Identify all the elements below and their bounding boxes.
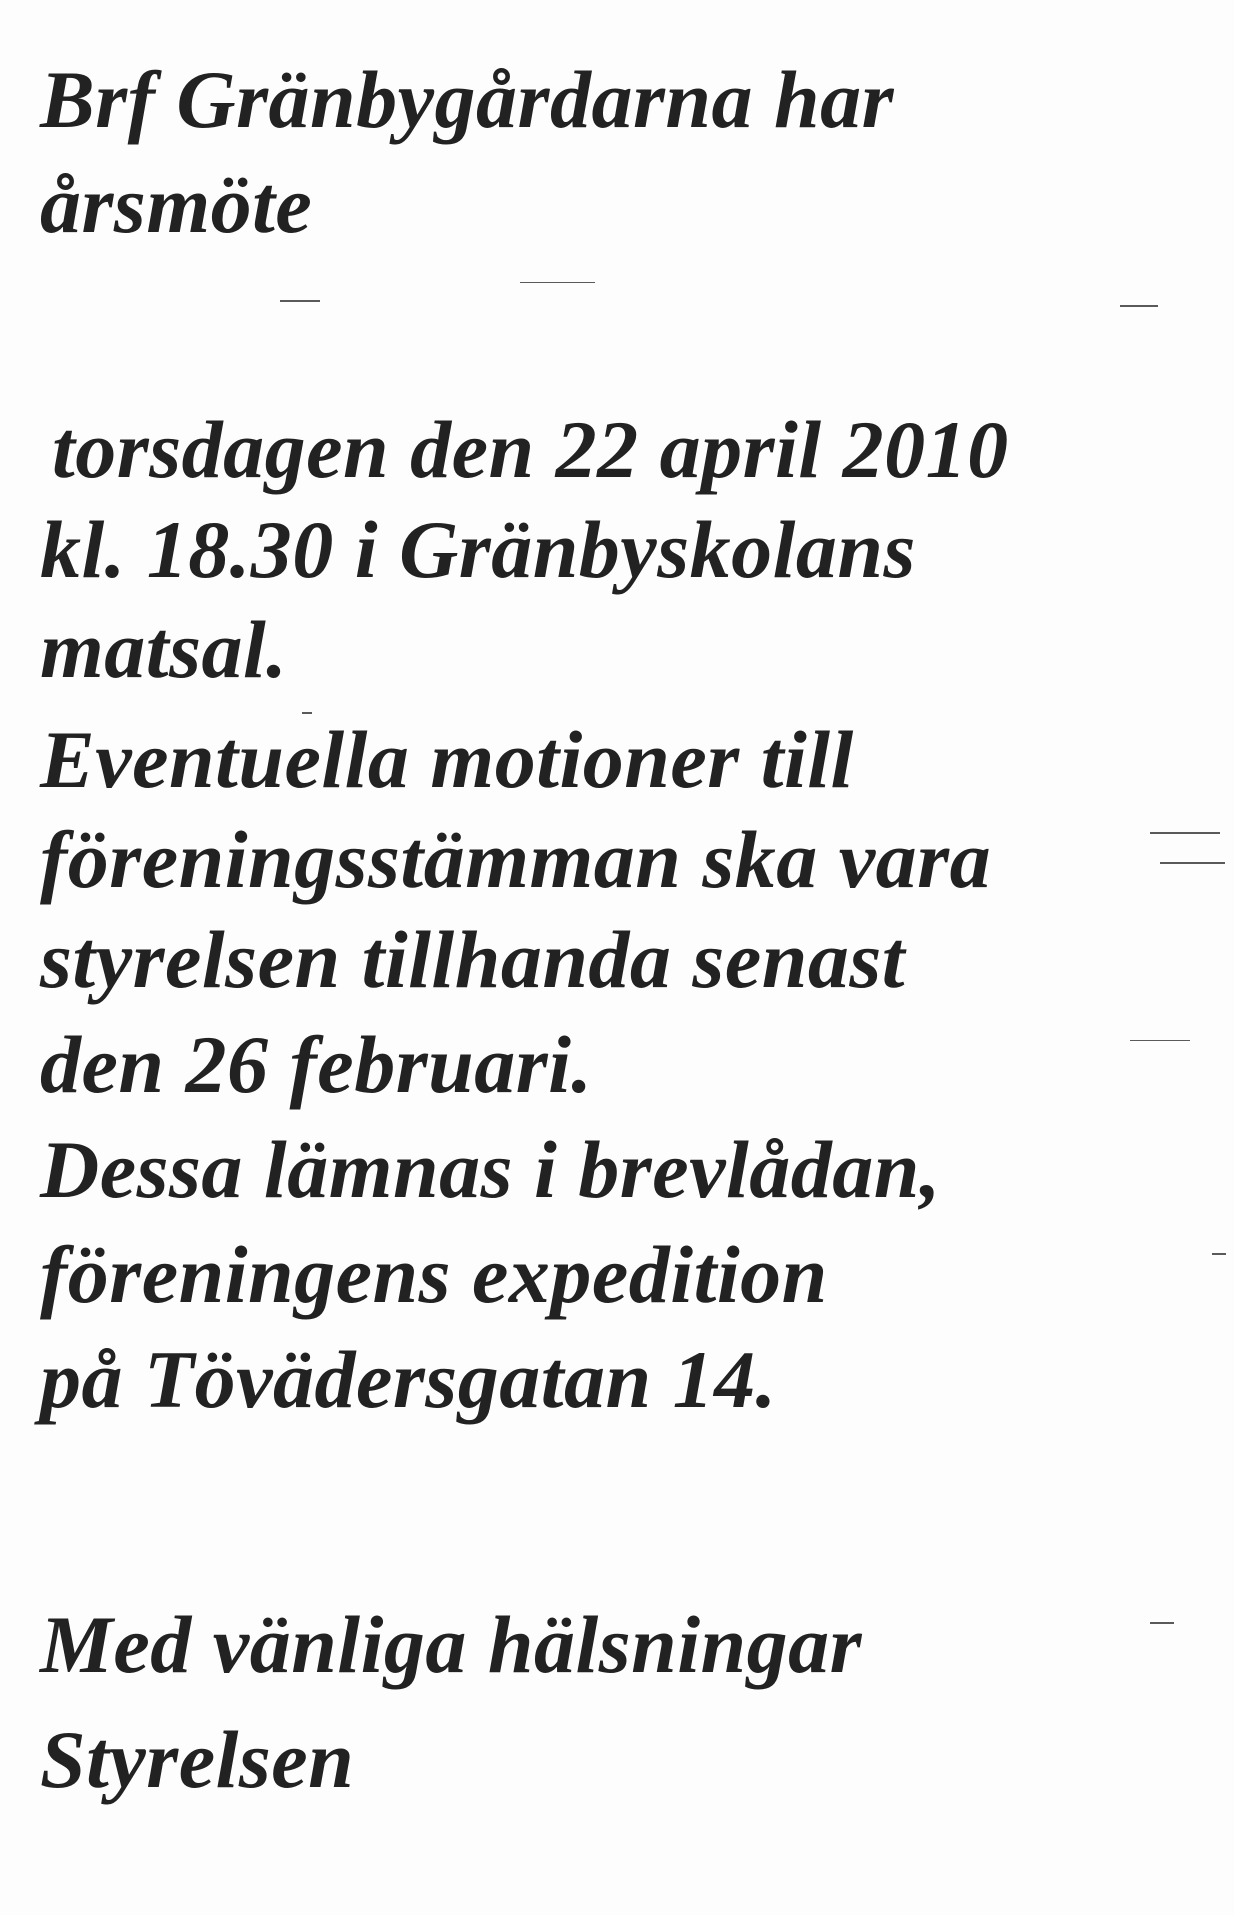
motions-line-2: föreningsstämman ska vara [40, 814, 992, 905]
scan-speck [1130, 1040, 1190, 1041]
submission-address-line: på Tövädersgatan 14. [40, 1334, 777, 1425]
scan-speck [1120, 305, 1158, 307]
motions-line-1: Eventuella motioner till [40, 714, 854, 805]
scan-speck [302, 712, 312, 714]
meeting-time-place-line: kl. 18.30 i Gränbyskolans [40, 504, 916, 595]
motions-deadline-line: den 26 februari. [40, 1019, 593, 1110]
scan-speck [520, 282, 595, 283]
scan-speck [1212, 1253, 1226, 1255]
motions-line-3: styrelsen tillhanda senast [40, 914, 906, 1005]
scan-speck [1150, 1622, 1174, 1624]
submission-line-2: föreningens expedition [40, 1229, 828, 1320]
meeting-date-line: torsdagen den 22 april 2010 [52, 404, 1009, 495]
scan-speck [280, 300, 320, 302]
submission-line-1: Dessa lämnas i brevlådan, [40, 1124, 941, 1215]
closing-signature: Styrelsen [40, 1714, 355, 1805]
notice-title-line-2: årsmöte [40, 159, 313, 250]
scan-speck [1150, 832, 1220, 834]
closing-greeting: Med vänliga hälsningar [40, 1599, 863, 1690]
scan-speck [1160, 862, 1225, 864]
meeting-room-line: matsal. [40, 604, 288, 695]
notice-title-line-1: Brf Gränbygårdarna har [40, 54, 894, 145]
